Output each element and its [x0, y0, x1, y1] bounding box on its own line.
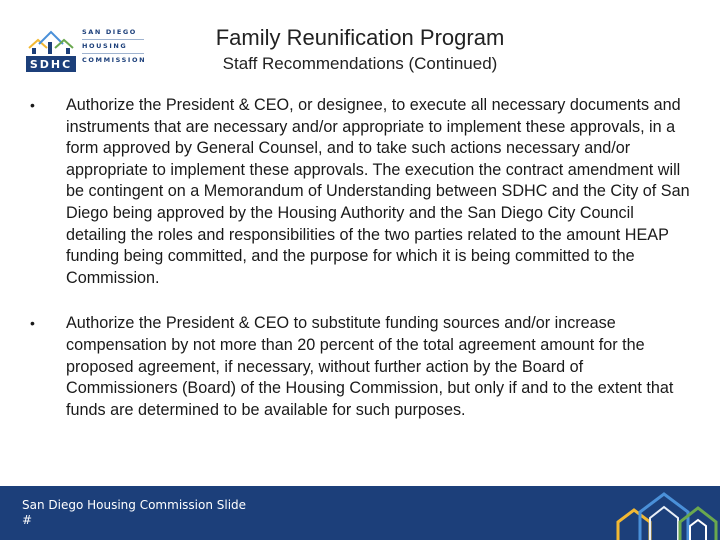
logo-wordmark: [82, 26, 147, 67]
logo-line-commission: COMMISSION: [82, 56, 147, 64]
footer-slide-number: #: [22, 513, 33, 527]
sdhc-logo-icon: [26, 24, 76, 72]
footer-slide-label: [22, 498, 246, 528]
bullet-text: Authorize the President & CEO to substitute funding sources and/or increase compensation by not more than 20 percent of the total agreement amount for the proposed agreement, if necessary, without further action by the Board of Commissioners (Board) of the Housing Commission, but only if and to the extent that funds are determined to be available for such purposes.: [66, 314, 674, 419]
logo-line-housing: HOUSING: [82, 40, 144, 54]
slide-title: Family Reunification Program: [215, 25, 505, 50]
logo-line-san-diego: SAN DIEGO: [82, 26, 144, 40]
bullet-text: Authorize the President & CEO, or designee, to execute all necessary documents and instruments that are necessary and/or appropriate to implement these approvals, in a form approved by General Counsel, and to take such actions necessary and/or appropriate to implement these approvals. The execution the contract amendment will be contingent on a Memorandum of Understanding between SDHC and the City of San Diego being approved by the Housing Authority and the San Diego City Council detailing the roles and responsibilities of the two parties related to the amount HEAP funding being committed, and the purpose for which it is being committed to the Commission.: [66, 96, 690, 287]
houses-graphic-icon: [610, 486, 720, 540]
sdhc-logo: [26, 24, 147, 72]
recommendation-list: [30, 95, 690, 421]
bullet-item: [30, 95, 690, 289]
bullet-marker: •: [30, 97, 35, 113]
bullet-item: [30, 313, 690, 421]
footer-label-text: San Diego Housing Commission Slide: [22, 498, 247, 512]
slide-subtitle: Staff Recommendations (Continued): [222, 54, 498, 73]
bullet-marker: •: [30, 315, 35, 332]
logo-acronym: SDHC: [29, 58, 73, 71]
footer-bar: [0, 486, 720, 540]
